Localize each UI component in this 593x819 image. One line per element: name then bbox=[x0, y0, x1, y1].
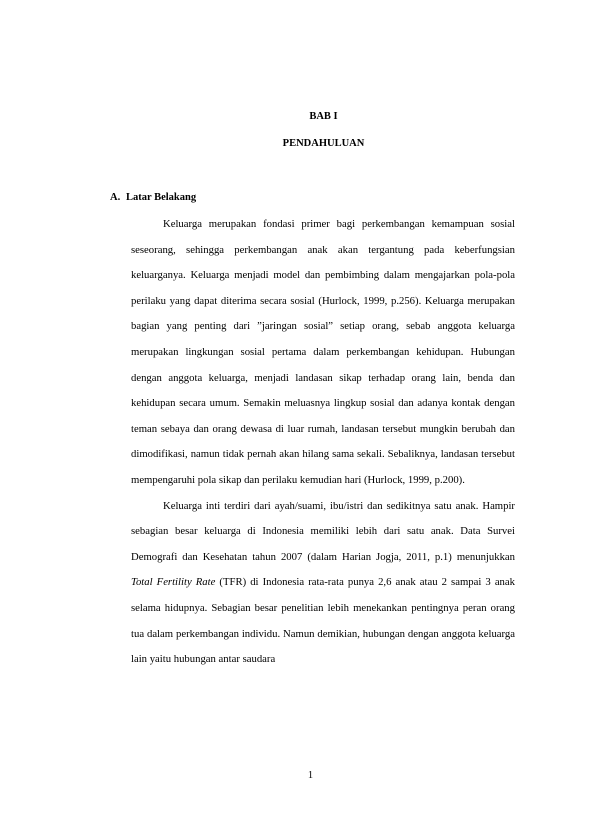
paragraph bbox=[131, 212, 515, 494]
paragraph-text: (TFR) di Indonesia rata-rata punya 2,6 anak atau 2 sampai 3 anak selama hidupnya. Sebagian besar penelitian lebih menekankan pentingnya peran orang tua dalam perkembangan individu. Namun demikian, hubungan dengan anggota keluarga lain yaitu hubungan antar saudara bbox=[131, 576, 515, 666]
section-heading bbox=[110, 192, 196, 203]
italic-term: Total Fertility Rate bbox=[131, 576, 216, 589]
paragraph-text: Keluarga merupakan fondasi primer bagi perkembangan kemampuan sosial seseorang, sehingga perkembangan anak akan tergantung pada keberfungsian keluarganya. Keluarga menjadi model dan pembimbing dalam mengajarkan pola-pola perilaku yang dapat diterima secara sosial (Hurlock, 1999, p.256). Keluarga merupakan bagian yang penting dari ”jaringan sosial” setiap orang, sebab anggota keluarga merupakan lingkungan sosial pertama dalam perkembangan kehidupan. Hubungan dengan anggota keluarga, menjadi landasan sikap terhadap orang lain, benda dan kehidupan secara umum. Semakin meluasnya lingkup sosial dan adanya kontak dengan teman sebaya dan orang dewasa di luar rumah, landasan tersebut mungkin berubah dan dimodifikasi, namun tidak pernah akan hilang sama sekali. Sebaliknya, landasan tersebut mempengaruhi pola sikap dan perilaku kemudian hari (Hurlock, 1999, p.200). bbox=[131, 218, 515, 486]
section-number: A. bbox=[110, 192, 121, 203]
chapter-number: BAB I bbox=[309, 111, 338, 122]
body-text bbox=[131, 212, 515, 673]
paragraph-text: Keluarga inti terdiri dari ayah/suami, ibu/istri dan sedikitnya satu anak. Hampir sebagian besar keluarga di Indonesia memiliki lebih dari satu anak. Data Survei Demografi dan Kesehatan tahun 2007 (dalam Harian Jogja, 2011, p.1) menunjukkan bbox=[131, 499, 515, 563]
chapter-title: PENDAHULUAN bbox=[282, 138, 365, 149]
paragraph bbox=[131, 494, 515, 673]
section-title: Latar Belakang bbox=[126, 192, 197, 203]
page-number: 1 bbox=[307, 770, 314, 781]
